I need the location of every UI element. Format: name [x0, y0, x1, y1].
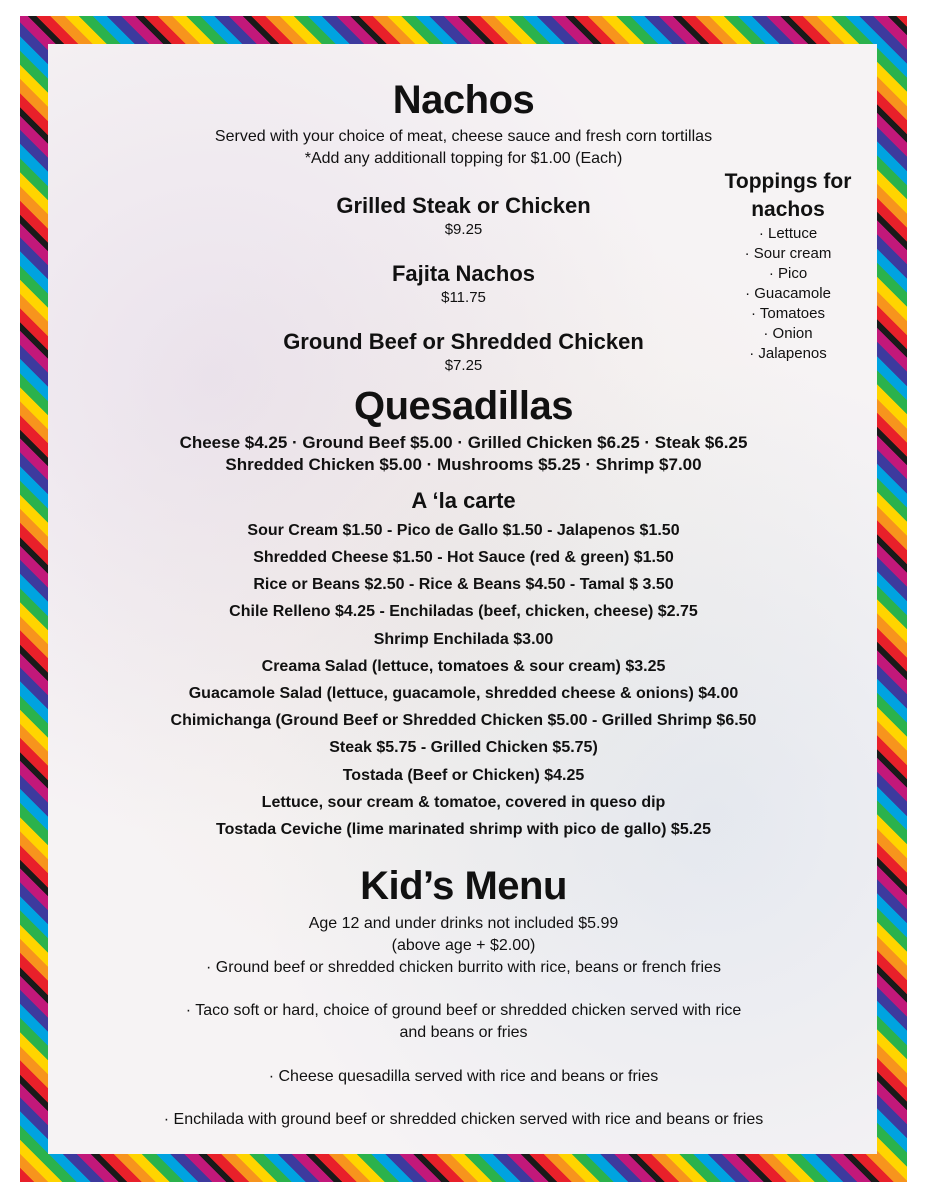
- kids-menu-line: Age 12 and under drinks not included $5.99: [308, 915, 619, 932]
- topping-item: · Pico: [768, 265, 808, 282]
- a-la-carte-line: Shrimp Enchilada $3.00: [373, 631, 554, 648]
- a-la-carte-line: Chimichanga (Ground Beef or Shredded Chicken $5.00 - Grilled Shrimp $6.50: [170, 712, 757, 729]
- nachos-item-price: $9.25: [444, 221, 483, 238]
- nachos-item-name: Fajita Nachos: [391, 261, 536, 286]
- topping-item: · Onion: [763, 325, 813, 342]
- a-la-carte-line: Sour Cream $1.50 - Pico de Gallo $1.50 - Jalapenos $1.50: [247, 522, 680, 539]
- a-la-carte-line: Chile Relleno $4.25 - Enchiladas (beef, chicken, cheese) $2.75: [229, 603, 698, 620]
- nachos-note: *Add any additionall topping for $1.00 (Each): [304, 150, 623, 167]
- kids-menu-title: Kid’s Menu: [360, 864, 567, 908]
- nachos-item-name: Ground Beef or Shredded Chicken: [283, 329, 644, 354]
- kids-menu-line: (above age + $2.00): [391, 937, 536, 954]
- a-la-carte-line: Tostada (Beef or Chicken) $4.25: [342, 767, 585, 784]
- topping-item: · Tomatoes: [751, 305, 825, 322]
- topping-item: · Guacamole: [745, 285, 831, 302]
- topping-item: · Lettuce: [758, 225, 818, 242]
- a-la-carte-title: A ‘la carte: [411, 488, 516, 513]
- quesadillas-line: Cheese $4.25 · Ground Beef $5.00 · Grilled Chicken $6.25 · Steak $6.25: [179, 433, 748, 452]
- quesadillas-title: Quesadillas: [353, 384, 574, 428]
- toppings-title: Toppings for: [724, 170, 852, 193]
- a-la-carte-line: Tostada Ceviche (lime marinated shrimp with pico de gallo) $5.25: [216, 821, 711, 838]
- nachos-title: Nachos: [392, 78, 535, 122]
- topping-item: · Jalapenos: [749, 345, 827, 362]
- kids-menu-item: · Cheese quesadilla served with rice and beans or fries: [268, 1068, 659, 1085]
- a-la-carte-line: Creama Salad (lettuce, tomatoes & sour cream) $3.25: [261, 658, 666, 675]
- a-la-carte-line: Steak $5.75 - Grilled Chicken $5.75): [329, 739, 598, 756]
- kids-menu-item: · Ground beef or shredded chicken burrito with rice, beans or french fries: [206, 959, 721, 976]
- nachos-item-price: $7.25: [444, 357, 483, 374]
- nachos-item-price: $11.75: [441, 289, 486, 306]
- kids-menu-item: · Taco soft or hard, choice of ground beef or shredded chicken served with rice: [185, 1002, 742, 1019]
- toppings-box: [712, 168, 864, 364]
- kids-menu-item: and beans or fries: [399, 1024, 528, 1041]
- topping-item: · Sour cream: [744, 245, 832, 262]
- nachos-subtitle: Served with your choice of meat, cheese sauce and fresh corn tortillas: [214, 128, 713, 145]
- quesadillas-line: Shredded Chicken $5.00 · Mushrooms $5.25 · Shrimp $7.00: [225, 455, 702, 474]
- a-la-carte-line: Rice or Beans $2.50 - Rice & Beans $4.50 - Tamal $ 3.50: [253, 576, 674, 593]
- toppings-title: nachos: [751, 198, 825, 221]
- nachos-item-name: Grilled Steak or Chicken: [336, 193, 591, 218]
- a-la-carte-line: Lettuce, sour cream & tomatoe, covered in queso dip: [261, 794, 666, 811]
- a-la-carte-line: Shredded Cheese $1.50 - Hot Sauce (red & green) $1.50: [253, 549, 674, 566]
- a-la-carte-line: Guacamole Salad (lettuce, guacamole, shredded cheese & onions) $4.00: [188, 685, 739, 702]
- kids-menu-item: · Enchilada with ground beef or shredded chicken served with rice and beans or fries: [163, 1111, 764, 1128]
